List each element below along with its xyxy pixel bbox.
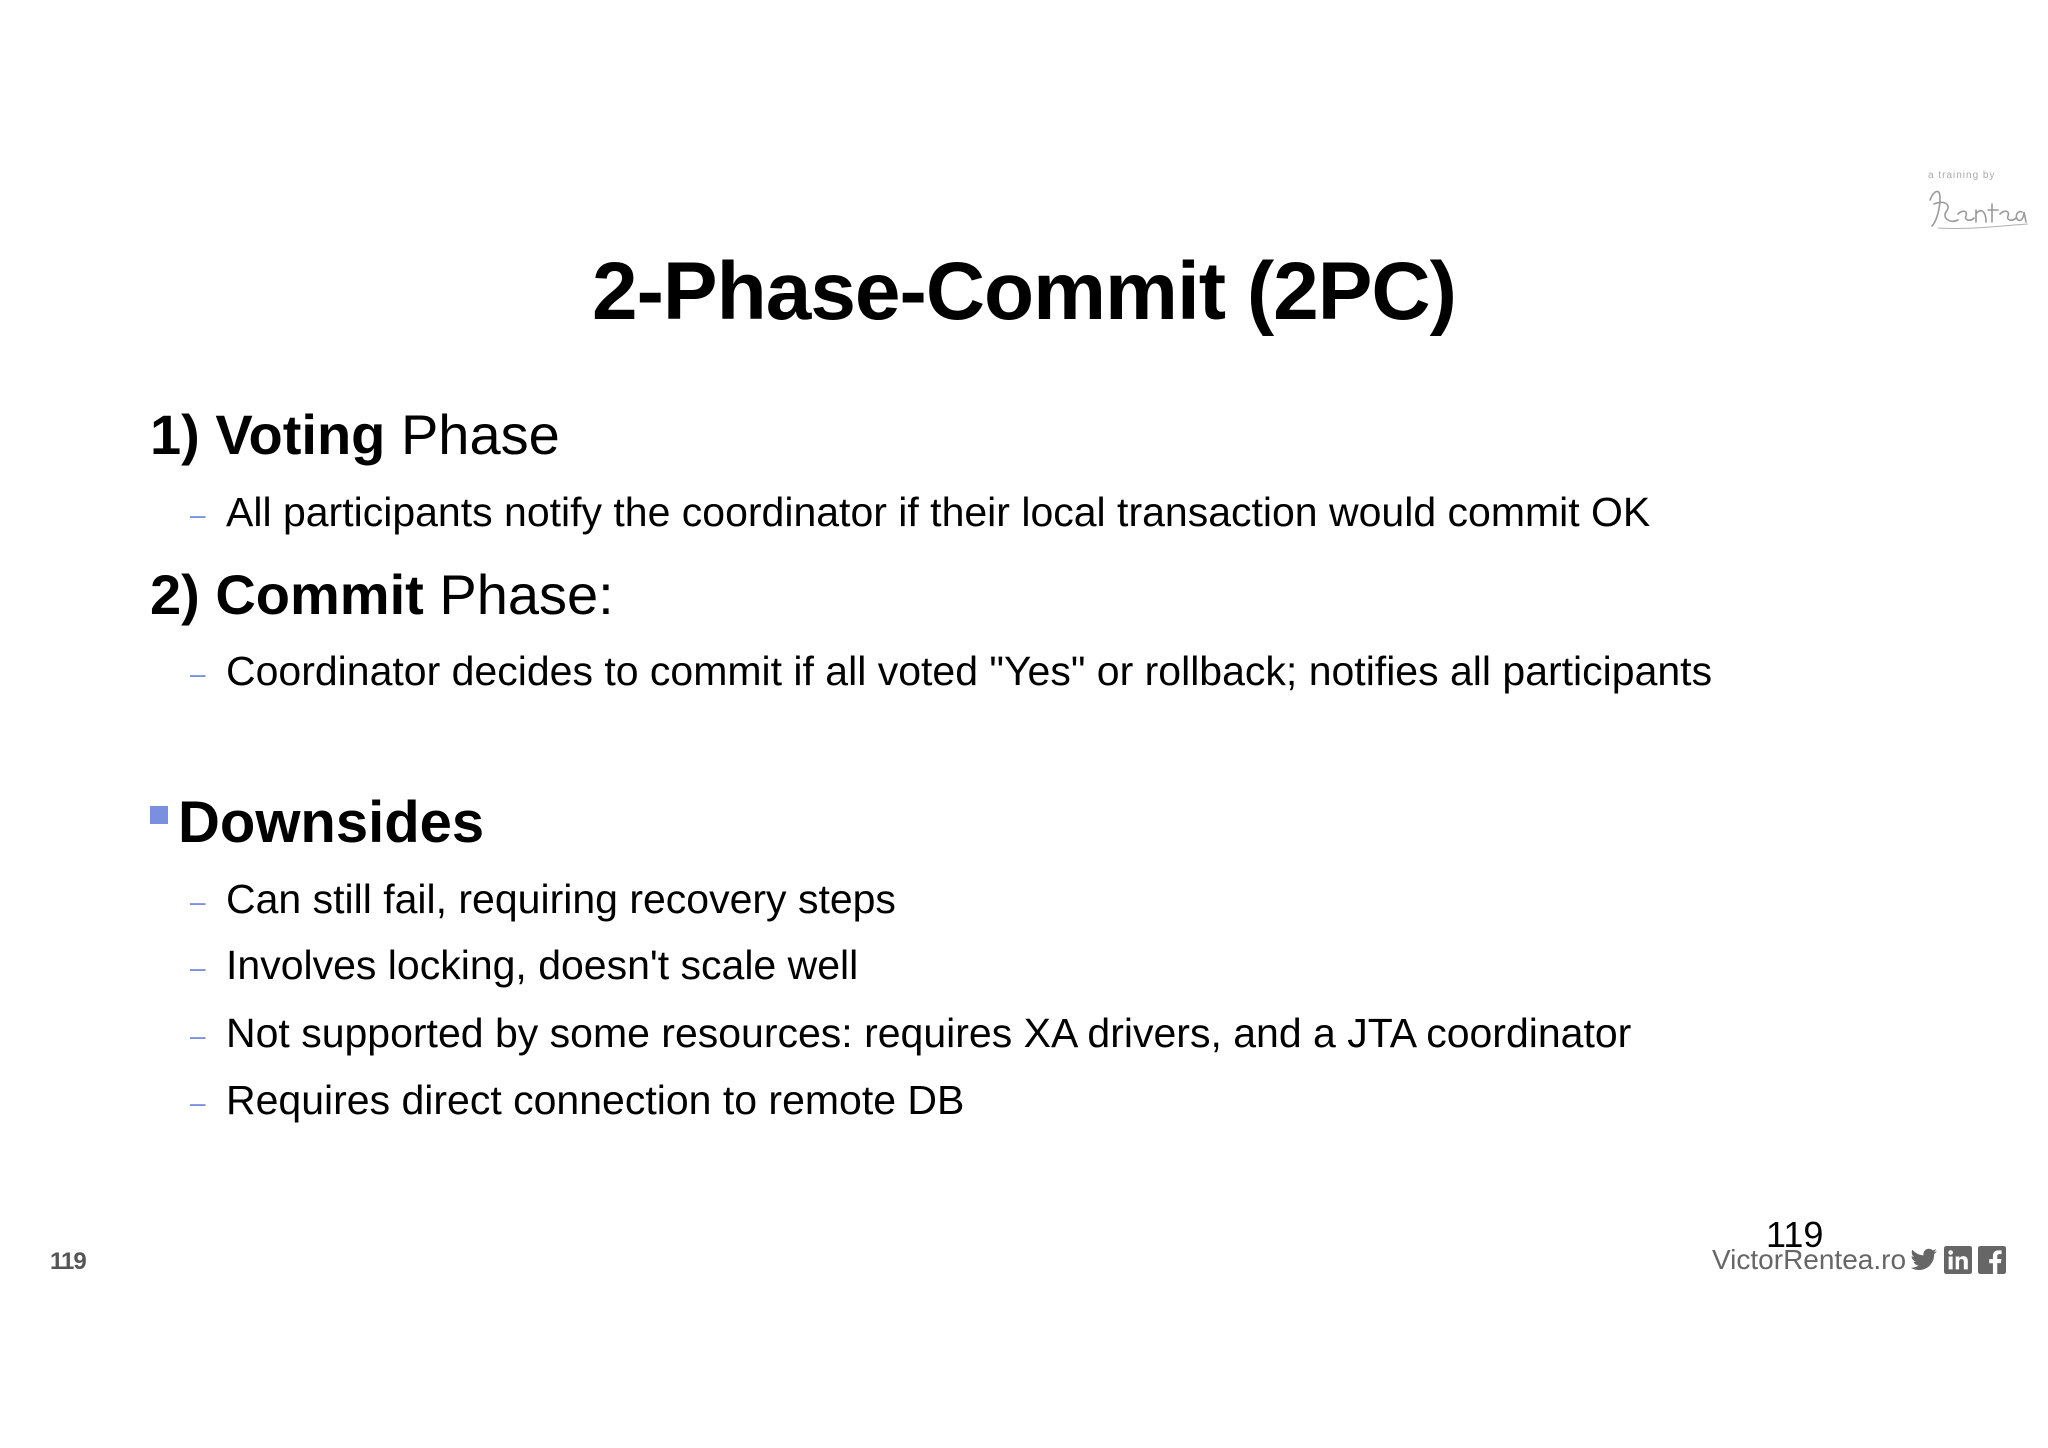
voting-phase-rest: Phase bbox=[400, 403, 560, 466]
commit-phase-item bbox=[190, 644, 1712, 701]
downside-item-text: Not supported by some resources: requires XA drivers, and a JTA coordinator bbox=[226, 1010, 1632, 1056]
commit-phase-item-text: Coordinator decides to commit if all voted "Yes" or rollback; notifies all participants bbox=[226, 648, 1713, 694]
commit-phase-rest: Phase: bbox=[439, 563, 614, 626]
footer-slide-number: 119 bbox=[50, 1248, 86, 1275]
downsides-heading bbox=[150, 788, 484, 858]
voting-phase-item-text: All participants notify the coordinator if their local transaction would commit OK bbox=[226, 489, 1651, 535]
downside-item-text: Involves locking, doesn't scale well bbox=[226, 942, 859, 988]
page-number: 119 bbox=[1766, 1214, 1824, 1255]
brand-link[interactable]: VictorRentea.ro bbox=[1712, 1244, 1907, 1275]
linkedin-icon[interactable] bbox=[1944, 1246, 1972, 1274]
dash-bullet: – bbox=[190, 1020, 206, 1052]
downside-item bbox=[190, 872, 896, 929]
square-bullet-icon bbox=[150, 806, 168, 824]
facebook-icon[interactable] bbox=[1978, 1246, 2006, 1274]
commit-phase-strong: Commit bbox=[215, 563, 424, 626]
downsides-heading-text: Downsides bbox=[178, 790, 485, 855]
commit-phase-heading bbox=[150, 560, 614, 630]
twitter-icon[interactable] bbox=[1910, 1246, 1938, 1274]
slide-title: 2-Phase-Commit (2PC) bbox=[592, 246, 1456, 337]
voting-phase-item bbox=[190, 485, 1650, 542]
downside-item bbox=[190, 938, 858, 995]
downside-item-text: Can still fail, requiring recovery steps bbox=[226, 876, 896, 922]
voting-phase-number: 1) bbox=[150, 403, 200, 466]
voting-phase-strong: Voting bbox=[215, 403, 386, 466]
downside-item bbox=[190, 1073, 964, 1130]
commit-phase-number: 2) bbox=[150, 563, 200, 626]
dash-bullet: – bbox=[190, 658, 206, 690]
dash-bullet: – bbox=[190, 952, 206, 984]
voting-phase-heading bbox=[150, 400, 560, 470]
downside-item bbox=[190, 1006, 1631, 1063]
dash-bullet: – bbox=[190, 499, 206, 531]
dash-bullet: – bbox=[190, 886, 206, 918]
rentea-signature-logo bbox=[1918, 170, 2030, 240]
dash-bullet: – bbox=[190, 1087, 206, 1119]
logo-caption: a training by bbox=[1928, 170, 1996, 181]
downside-item-text: Requires direct connection to remote DB bbox=[226, 1077, 965, 1123]
